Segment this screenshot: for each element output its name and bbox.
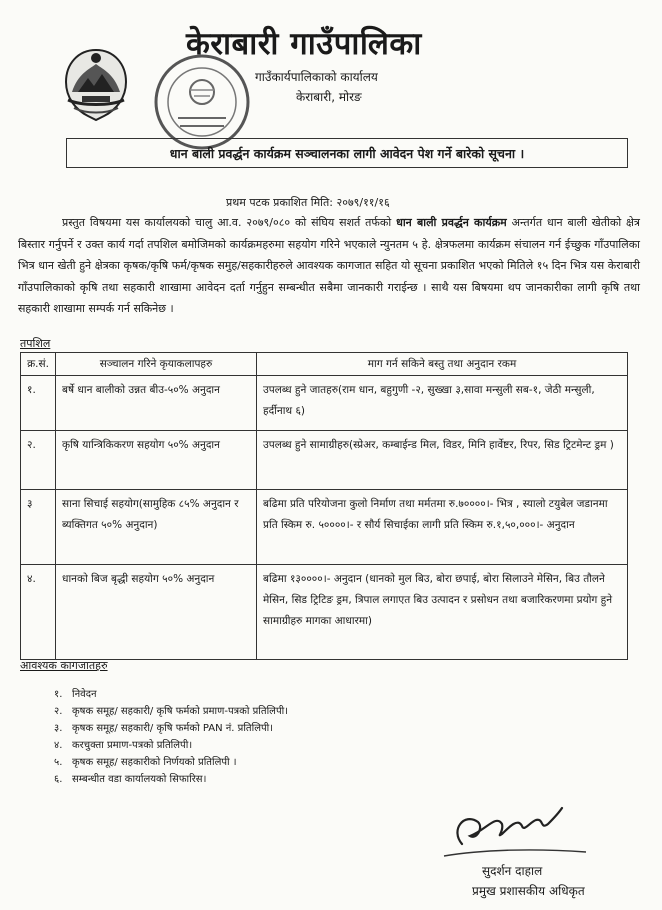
office-stamp (150, 52, 254, 152)
item-number: ४. (54, 740, 63, 751)
programme-table (20, 352, 628, 660)
notice-paragraph (18, 212, 640, 320)
docs-label: आवश्यक कागजातहरु (20, 659, 108, 672)
item-number: १. (54, 689, 63, 700)
table-row (21, 431, 628, 490)
row-support: उपलब्ध हुने सामाग्रीहरु(स्प्रेअर, कम्बाईन्ड मिल, विडर, मिनि हार्वेष्टर, रिपर, सिड ट्रिटमेन्ट ड्रम ) (257, 431, 628, 490)
item-number: ६. (54, 774, 63, 785)
notice-title-box (66, 138, 628, 168)
row-serial: १. (21, 376, 56, 431)
row-support: बढिमा १३००००।- अनुदान (धानको मुल बिउ, बोरा छपाई, बोरा सिलाउने मेसिन, बिउ तौलने मेसिन, सिड ट्रिटिङ ड्रम, त्रिपाल लगाएत बिउ उत्पादन र प्रसोधन तथा बजारिकरणमा प्रयोग हुने सामाग्रीहरु मागका आधारमा) (257, 565, 628, 660)
row-activity: कृषि यान्त्रिकिकरण सहयोग ५०% अनुदान (56, 431, 257, 490)
table-header-row (21, 353, 628, 376)
list-item (54, 686, 288, 703)
list-item (54, 771, 288, 788)
row-serial: ४. (21, 565, 56, 660)
signature (440, 800, 590, 866)
table-row (21, 376, 628, 431)
row-activity: बर्षे धान बालीको उन्नत बीउ-५०% अनुदान (56, 376, 257, 431)
item-text: निवेदन (72, 689, 97, 700)
signatory-title: प्रमुख प्रशासकीय अधिकृत (472, 884, 585, 898)
row-support: उपलब्ध हुने जातहरु(राम धान, बहुगुणी -२, सुख्खा ३,सावा मन्सुली सब-१, जेठी मन्सुली, हर्दीनाथ ६) (257, 376, 628, 431)
row-serial: २. (21, 431, 56, 490)
paragraph-text-1: प्रस्तुत विषयमा यस कार्यालयको चालु आ.व. २०७९/०८० को संघिय सशर्त तर्फको (62, 216, 397, 229)
item-number: ३. (54, 723, 63, 734)
header-support: माग गर्न सकिने बस्तु तथा अनुदान रकम (257, 353, 628, 376)
item-number: ५. (54, 757, 63, 768)
item-text: कृषक समूह/ सहकारीको निर्णयको प्रतिलिपी । (72, 757, 237, 768)
paragraph-text-2: अन्तर्गत धान बाली खेतीको क्षेत्र बिस्तार गर्नुपर्ने र उक्त कार्य गर्दा तपशिल बमोजिमको कार्यक्रमहरुमा सहयोग गरिने भएकाले न्युनतम ५ हे. क्षेत्रफलमा कार्यक्रम संचालन गर्न ईच्छुक गाँउपालिका भित्र धान खेती हुने क्षेत्रका कृषक/कृषि फर्म/कृषक समुह/सहकारीहरुले आवश्यक कागजात सहित यो सूचना प्रकाशित भएको मितिले १५ दिन भित्र यस केराबारी गाँउपालिकाको कृषि तथा सहकारी शाखामा आवेदन दर्ता गर्नुहुन सम्बन्धीत सबैमा जानकारी गराईन्छ । साथै यस बिषयमा थप जानकारीका लागी कृषि तथा सहकारी शाखामा सम्पर्क गर्न सकिनेछ । (18, 216, 641, 315)
item-text: सम्बन्धीत वडा कार्यालयको सिफारिस। (72, 774, 207, 785)
required-documents-list (54, 686, 288, 788)
header-activity: सञ्चालन गरिने कृयाकलापहरु (56, 353, 257, 376)
item-number: २. (54, 706, 63, 717)
publish-date: प्रथम पटक प्रकाशित मिति: २०७९/११/१६ (226, 196, 390, 209)
list-item (54, 703, 288, 720)
municipality-title: केराबारी गाउँपालिका (186, 26, 422, 62)
row-activity: धानको बिज बृद्धी सहयोग ५०% अनुदान (56, 565, 257, 660)
table-row (21, 490, 628, 565)
office-subtitle: गाउँकार्यपालिकाको कार्यालय (255, 70, 378, 84)
list-item (54, 720, 288, 737)
item-text: करचुक्ता प्रमाण-पत्रको प्रतिलिपी। (72, 740, 193, 751)
table-row (21, 565, 628, 660)
list-item (54, 737, 288, 754)
programme-name: धान बाली प्रवर्द्धन कार्यक्रम (396, 216, 507, 229)
row-support: बढिमा प्रति परियोजना कुलो निर्माण तथा मर्मतमा रु.७००००।- भित्र , स्यालो टयुबेल जडानमा प्रति स्किम रु. ५००००।- र सौर्य सिचाईका लागी प्रति स्किम रु.१,५०,०००।- अनुदान (257, 490, 628, 565)
row-activity: साना सिचाई सहयोग(सामुहिक ८५% अनुदान र ब्यक्तिगत ५०% अनुदान) (56, 490, 257, 565)
table-label: तपशिल (20, 337, 51, 350)
header-serial: क्र.सं. (21, 353, 56, 376)
item-text: कृषक समूह/ सहकारी/ कृषि फर्मको प्रमाण-पत्रको प्रतिलिपी। (72, 706, 289, 717)
list-item (54, 754, 288, 771)
signatory-name: सुदर्शन दाहाल (482, 864, 543, 878)
office-address: केराबारी, मोरङ (296, 90, 362, 104)
nepal-emblem-icon (58, 44, 134, 122)
item-text: कृषक समूह/ सहकारी/ कृषि फर्मको PAN नं. प्रतिलिपी। (72, 723, 274, 734)
row-serial: ३ (21, 490, 56, 565)
notice-title: धान बाली प्रवर्द्धन कार्यक्रम सञ्चालनका लागी आवेदन पेश गर्ने बारेको सूचना । (169, 145, 525, 161)
